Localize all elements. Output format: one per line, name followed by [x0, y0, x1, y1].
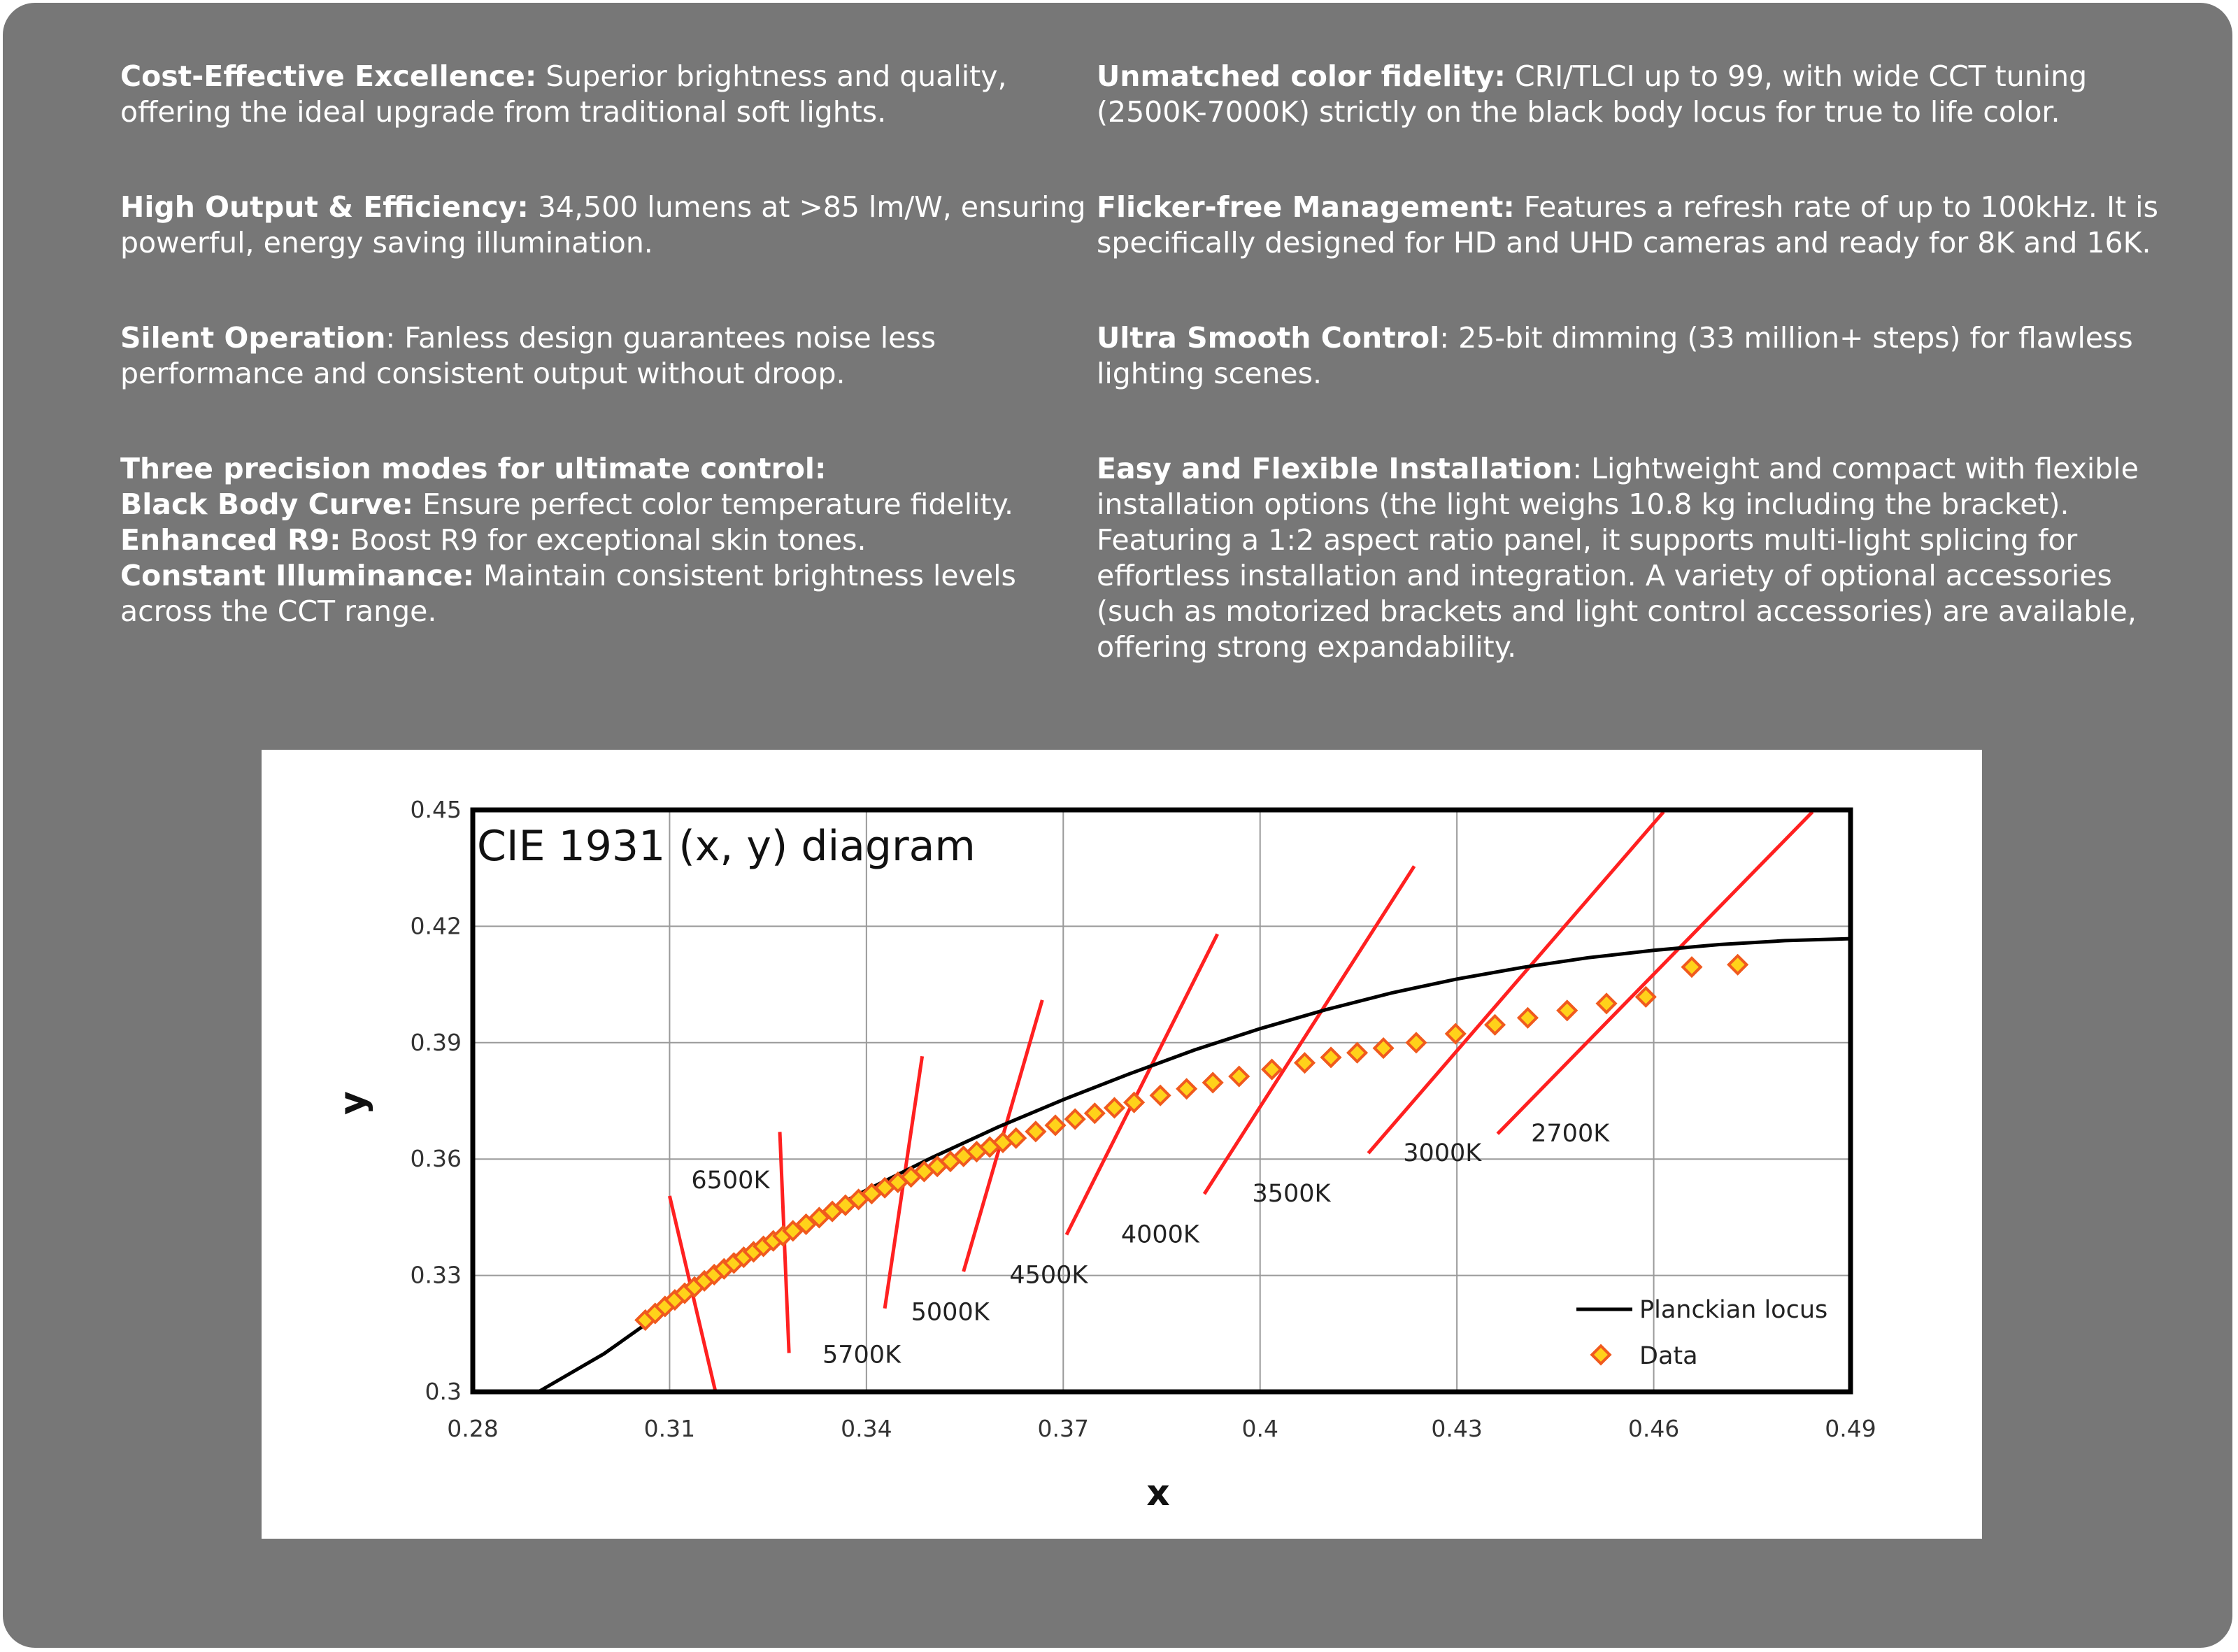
- data-point: [1066, 1110, 1083, 1127]
- x-tick-label: 0.37: [1037, 1415, 1090, 1442]
- chart-legend: [1576, 1296, 1827, 1370]
- legend-data-label: Data: [1639, 1342, 1698, 1370]
- mode-item: [120, 558, 1113, 629]
- feature-text: : Lightweight and compact with flexible installation options (the light weighs 10.8 kg including the bracket). Featuring a 1:2 aspect ratio panel, it supports multi-light splicing for effortless installation and integration. A variety of optional accessories (such as motorized brackets and light control accessories) are available, offering strong expandability.: [1097, 452, 2139, 664]
- x-tick-label: 0.28: [447, 1415, 499, 1442]
- y-tick-label: 0.36: [410, 1145, 462, 1173]
- feature-cost-effective: [120, 59, 1113, 130]
- mode-text: Ensure perfect color temperature fidelity.: [413, 487, 1014, 521]
- cct-label: 3500K: [1252, 1180, 1331, 1209]
- legend-locus-label: Planckian locus: [1639, 1296, 1828, 1324]
- data-point: [1204, 1074, 1221, 1091]
- chart-title: CIE 1931 (x, y) diagram: [477, 822, 976, 871]
- y-tick-label: 0.33: [410, 1261, 462, 1289]
- cct-label: 4000K: [1120, 1220, 1199, 1249]
- data-point: [1683, 958, 1700, 976]
- y-tick-label: 0.45: [410, 796, 462, 823]
- feature-title: Easy and Flexible Installation: [1097, 452, 1573, 485]
- content-panel: [3, 3, 2232, 1648]
- data-point: [1086, 1104, 1104, 1122]
- cct-label: 2700K: [1531, 1120, 1610, 1148]
- feature-title: Cost-Effective Excellence:: [120, 59, 537, 93]
- feature-text: : 25-bit dimming (33 million+ steps) for flawless lighting scenes.: [1097, 321, 2133, 390]
- cct-label: 6500K: [691, 1166, 770, 1195]
- x-axis-label: x: [1146, 1472, 1170, 1514]
- iso-cct-line: [1204, 866, 1414, 1194]
- feature-title: Ultra Smooth Control: [1097, 321, 1440, 355]
- data-point: [1558, 1002, 1576, 1019]
- data-point: [1447, 1025, 1464, 1042]
- legend-data-marker: [1592, 1346, 1609, 1363]
- feature-text: 34,500 lumens at >85 lm/W, ensuring powerful, energy saving illumination.: [120, 190, 1086, 259]
- iso-cct-line: [1369, 812, 1664, 1153]
- x-tick-label: 0.4: [1241, 1415, 1278, 1442]
- data-point: [1046, 1116, 1064, 1134]
- mode-text: Boost R9 for exceptional skin tones.: [341, 523, 867, 557]
- iso-cct-line: [1067, 934, 1218, 1234]
- mode-title: Black Body Curve:: [120, 487, 414, 521]
- data-point: [1230, 1067, 1248, 1085]
- y-axis-label: y: [332, 1091, 374, 1115]
- feature-text: Superior brightness and quality, offering the ideal upgrade from traditional soft lights.: [120, 59, 1007, 129]
- cie-chart: [262, 750, 1982, 1539]
- data-point: [1407, 1034, 1425, 1051]
- feature-smooth-control: [1097, 320, 2160, 392]
- feature-color-fidelity: [1097, 59, 2160, 130]
- mode-text: Maintain consistent brightness levels across the CCT range.: [120, 559, 1016, 628]
- features-left-column: [120, 59, 1113, 689]
- mode-title: Constant Illuminance:: [120, 559, 475, 592]
- data-point: [1027, 1123, 1044, 1140]
- feature-title: Silent Operation: [120, 321, 386, 355]
- cct-label: 5000K: [911, 1298, 990, 1327]
- data-point: [1348, 1044, 1366, 1061]
- mode-item: [120, 487, 1113, 522]
- feature-title: Unmatched color fidelity:: [1097, 59, 1506, 93]
- modes-heading: Three precision modes for ultimate control:: [120, 452, 827, 485]
- x-tick-label: 0.43: [1431, 1415, 1483, 1442]
- feature-text: CRI/TLCI up to 99, with wide CCT tuning (2500K-7000K) strictly on the black body locus for true to life color.: [1097, 59, 2088, 129]
- iso-cct-line: [1497, 812, 1812, 1134]
- feature-high-output: [120, 190, 1113, 261]
- data-point: [1178, 1080, 1195, 1097]
- feature-silent-operation: [120, 320, 1113, 392]
- data-point: [1519, 1009, 1537, 1027]
- feature-precision-modes: [120, 451, 1113, 629]
- data-point: [1322, 1048, 1339, 1066]
- y-tick-label: 0.39: [410, 1028, 462, 1056]
- data-point: [1486, 1016, 1504, 1034]
- cct-label: 5700K: [822, 1341, 901, 1369]
- data-point: [1729, 956, 1746, 974]
- x-tick-label: 0.34: [841, 1415, 892, 1442]
- x-tick-label: 0.49: [1825, 1415, 1876, 1442]
- feature-installation: [1097, 451, 2160, 665]
- x-tick-label: 0.31: [643, 1415, 696, 1442]
- feature-title: High Output & Efficiency:: [120, 190, 529, 224]
- x-tick-label: 0.46: [1627, 1415, 1680, 1442]
- feature-text: : Fanless design guarantees noise less performance and consistent output without droop.: [120, 321, 936, 390]
- cct-label: 3000K: [1403, 1139, 1482, 1167]
- feature-text: Features a refresh rate of up to 100kHz. It is specifically designed for HD and UHD cameras and ready for 8K and 16K.: [1097, 190, 2158, 259]
- features-right-column: [1097, 59, 2160, 725]
- data-point: [1374, 1039, 1392, 1057]
- y-tick-label: 0.3: [425, 1378, 462, 1405]
- cct-label: 4500K: [1009, 1261, 1088, 1290]
- data-point: [1151, 1087, 1169, 1104]
- cie-chart-svg: [262, 750, 1982, 1539]
- data-point: [1106, 1099, 1123, 1116]
- feature-title: Flicker-free Management:: [1097, 190, 1515, 224]
- mode-item: [120, 522, 1113, 558]
- mode-title: Enhanced R9:: [120, 523, 341, 557]
- data-point: [1597, 995, 1615, 1012]
- y-tick-label: 0.42: [410, 912, 462, 940]
- data-point: [1296, 1054, 1313, 1071]
- feature-flicker-free: [1097, 190, 2160, 261]
